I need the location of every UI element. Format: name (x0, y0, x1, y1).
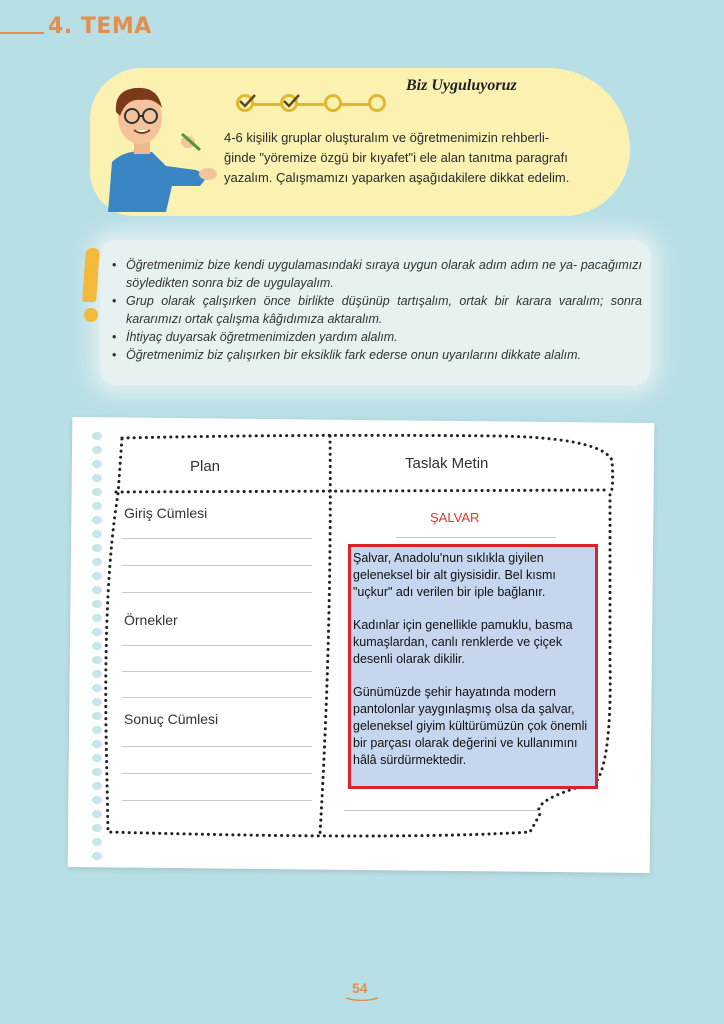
writing-line (344, 810, 540, 811)
writing-line (122, 565, 312, 566)
draft-paragraph: Şalvar, Anadolu'nun sıklıkla giyilen geleneksel bir alt giysisidir. Bel kısmı "uçkur" adı verilen bir iple bağlanır. (353, 551, 556, 599)
exclamation-icon (82, 248, 100, 302)
writing-line (122, 645, 312, 646)
header-rule (0, 32, 44, 34)
draft-paragraph: Günümüzde şehir hayatında modern pantolonlar yaygınlaşmış olsa da şalvar, geleneksel giyim kültürümüzün çok önemli bir parçası olarak değerini ve kullanımını hâlâ sürdürmektedir. (353, 685, 588, 767)
activity-line-1: 4-6 kişilik gruplar oluşturalım ve öğretmenimizin rehberli- (224, 130, 550, 145)
progress-step-4 (368, 94, 386, 112)
progress-step-2-done (280, 94, 298, 112)
writing-line (122, 697, 312, 698)
draft-title: ŞALVAR (430, 510, 480, 525)
tip-item: • Grup olarak çalışırken önce birlikte düşünüp tartışalım, ortak bir karara varalım; sonra kararımızı ortak çalışma kâğıdımıza aktaralım. (112, 292, 642, 328)
activity-line-3: yazalım. Çalışmamızı yaparken aşağıdakilere dikkat edelim. (224, 170, 570, 185)
progress-track (240, 103, 376, 106)
section-conclusion-label: Sonuç Cümlesi (124, 711, 219, 727)
progress-step-1-done (236, 94, 254, 112)
tips-list (112, 256, 642, 364)
tip-item: • Öğretmenimiz bize kendi uygulamasındaki sıraya uygun olarak adım adım ne ya- pacağımızı söyledikten sonra biz de uygulayalım. (112, 256, 642, 292)
activity-instructions (224, 128, 594, 188)
writing-line (122, 592, 312, 593)
writing-line (122, 746, 312, 747)
writing-line (122, 773, 312, 774)
writing-line (122, 671, 312, 672)
writing-line (122, 800, 312, 801)
check-icon (280, 90, 302, 112)
section-examples-label: Örnekler (124, 612, 178, 628)
writing-line (396, 537, 556, 538)
theme-label: 4. TEMA (48, 14, 152, 39)
writing-line (122, 538, 312, 539)
check-icon (236, 90, 258, 112)
activity-line-2: ğinde "yöremize özgü bir kıyafet"i ele alan tanıtma paragrafı (224, 150, 568, 165)
page-number: 54 (352, 980, 368, 996)
exclamation-dot (84, 308, 98, 322)
page-number-ornament (344, 995, 380, 1001)
progress-step-3 (324, 94, 342, 112)
draft-column-header: Taslak Metin (405, 455, 489, 472)
student-illustration (96, 82, 224, 212)
draft-paragraph: Kadınlar için genellikle pamuklu, basma kumaşlardan, canlı renklerde ve çiçek desenli olarak dikilir. (353, 618, 573, 666)
tip-item: • İhtiyaç duyarsak öğretmenimizden yardım alalım. (112, 328, 642, 346)
plan-column-header: Plan (190, 458, 221, 475)
section-intro-label: Giriş Cümlesi (124, 505, 208, 521)
activity-title: Biz Uyguluyoruz (406, 77, 517, 94)
tip-item: • Öğretmenimiz biz çalışırken bir eksiklik fark ederse onun uyarılarını dikkate alalım. (112, 346, 642, 364)
draft-text-box (348, 544, 598, 789)
